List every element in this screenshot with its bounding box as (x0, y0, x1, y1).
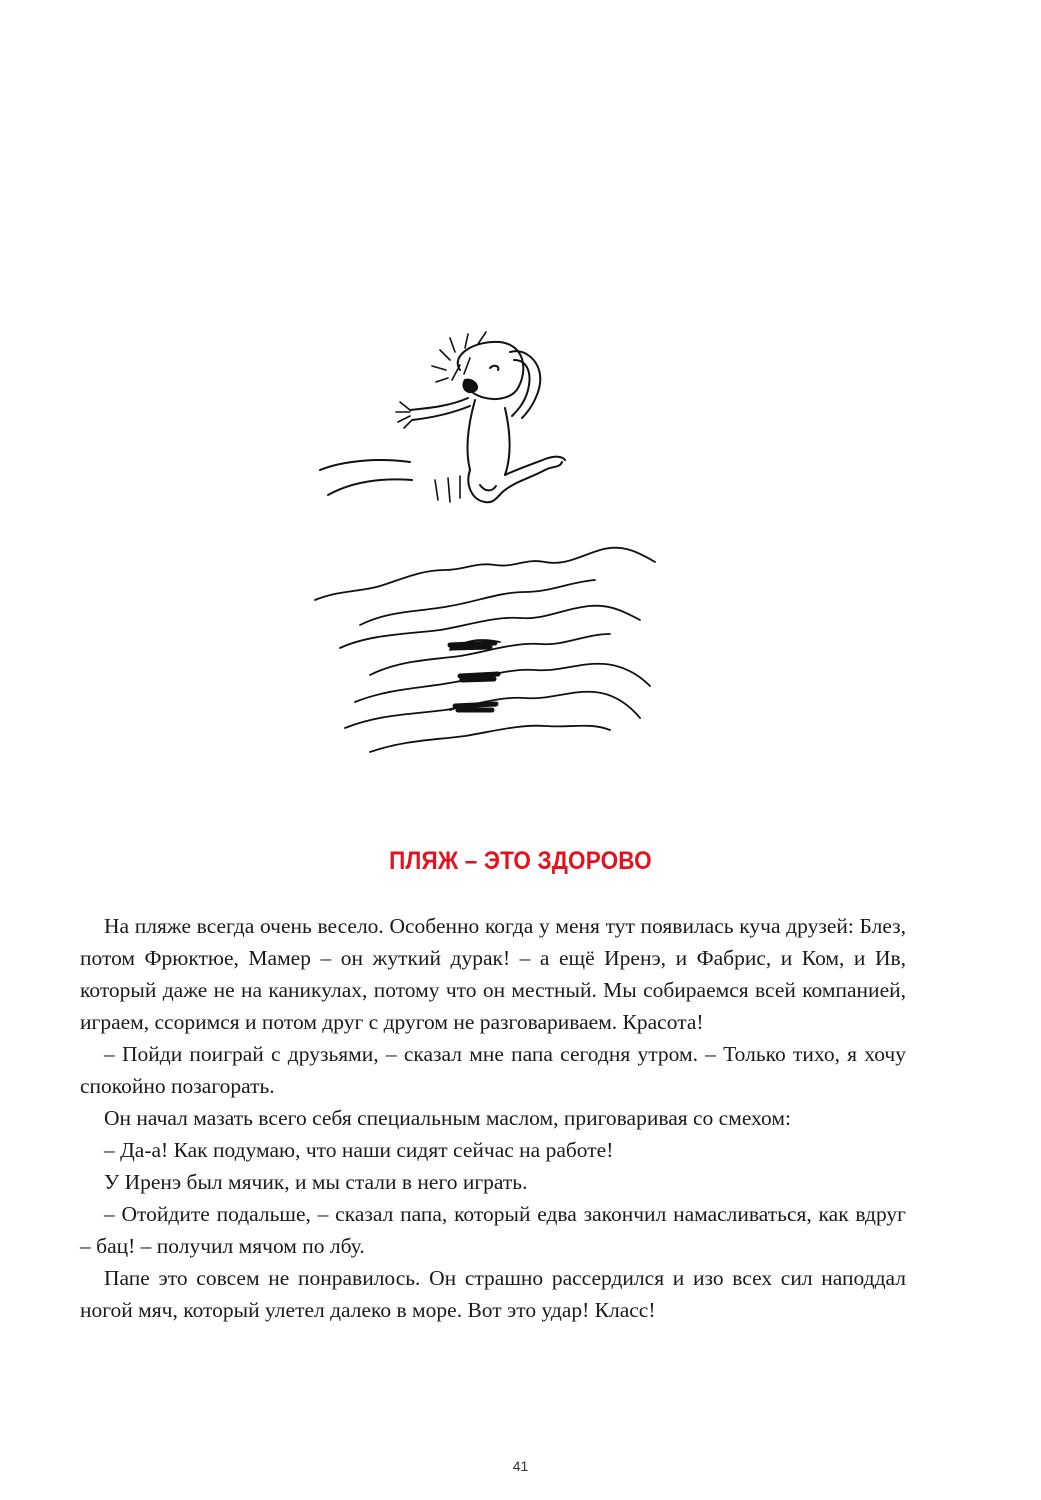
boy-arm-raised-inner (512, 360, 529, 416)
wave-shading-3 (455, 704, 496, 710)
chapter-body (80, 910, 906, 1326)
paragraph: Он начал мазать всего себя специальным маслом, приговаривая со смехом: (104, 1106, 791, 1130)
boy-body-left (468, 400, 475, 470)
motion-line-1 (320, 460, 410, 470)
wave-shading-1 (450, 643, 495, 648)
boy-hand (396, 402, 412, 428)
boy-mouth (463, 380, 477, 392)
boy-arm-extended (410, 398, 468, 410)
wave-shading-2 (460, 674, 498, 680)
paragraph: У Иренэ был мячик, и мы стали в него играть. (104, 1170, 528, 1194)
boy-eye (490, 366, 498, 370)
boy-arm-raised (510, 351, 540, 418)
boy-body-right (505, 408, 510, 475)
sea-waves (315, 548, 655, 752)
chapter-title: ПЛЯЖ – ЭТО ЗДОРОВО (389, 847, 652, 875)
illustration-boy-jumping-into-sea (300, 330, 680, 760)
paragraph: На пляже всегда очень весело. Особенно когда у меня тут появилась куча друзей: Блез, потом Фрюктюе, Мамер – он жуткий дурак! – а ещё Иренэ, и Фабрис, и Ком, и Ив, который даже не на каникулах, потому что он местный. Мы собираемся всей компанией, играем, ссоримся и потом друг с другом не разговариваем. Красота! (80, 914, 906, 1034)
motion-line-2 (328, 479, 412, 495)
motion-ticks (435, 476, 460, 502)
paragraph: – Да-а! Как подумаю, что наши сидят сейчас на работе! (104, 1138, 614, 1162)
paragraph: – Пойди поиграй с друзьями, – сказал мне папа сегодня утром. – Только тихо, я хочу спокойно позагорать. (80, 1042, 906, 1098)
paragraph: Папе это совсем не понравилось. Он страшно рассердился и изо всех сил наподдал ногой мяч, который улетел далеко в море. Вот это удар! Класс! (80, 1266, 906, 1322)
page-number: 41 (512, 1458, 529, 1474)
paragraph: – Отойдите подальше, – сказал папа, который едва закончил намасливаться, как вдруг – бац! – получил мячом по лбу. (80, 1202, 906, 1258)
boy-legs (468, 462, 562, 502)
